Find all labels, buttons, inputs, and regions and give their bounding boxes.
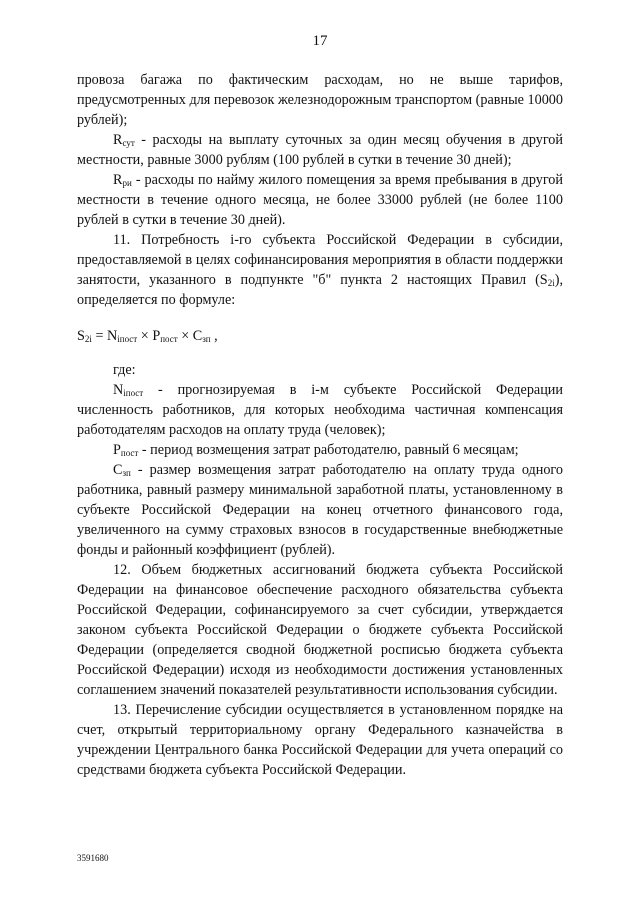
symbol: P xyxy=(113,442,121,458)
document-id: 3591680 xyxy=(77,853,109,863)
symbol: N xyxy=(113,382,124,398)
symbol-subscript: ри xyxy=(122,178,132,188)
definition-text: - размер возмещения затрат работодателю на оплату труда одного работника, равный размеру минимальной заработной платы, установленному в субъекте Российской Федерации на конец отчетного финансового года, увеличенного на сумму страховых взносов в государственные внебюджетные фонды и районный коэффициент (рублей). xyxy=(77,462,563,558)
symbol-subscript: iпост xyxy=(123,388,144,398)
definition-c xyxy=(77,460,563,560)
paragraph-r-ri xyxy=(77,170,563,230)
formula-part: × C xyxy=(177,328,203,344)
paragraph-13: 13. Перечисление субсидии осуществляется в установленном порядке на счет, открытый территориальному органу Федерального казначейства в учреждении Центрального банка Российской Федерации для учета операций со средствами бюджета субъекта Российской Федерации. xyxy=(77,702,563,778)
paragraph-text: ), определяется по формуле: xyxy=(77,272,563,308)
formula-subscript: пост xyxy=(160,334,178,344)
formula-subscript: 2i xyxy=(84,334,92,344)
symbol-subscript: зп xyxy=(122,468,131,478)
document-body xyxy=(77,70,563,780)
definition-n xyxy=(77,380,563,440)
formula-part: × P xyxy=(137,328,161,344)
definition-text: - период возмещения затрат работодателю, равный 6 месяцам; xyxy=(138,442,519,458)
formula-part: , xyxy=(210,328,218,344)
symbol: R xyxy=(113,132,123,148)
formula-part: S xyxy=(77,328,85,344)
symbol: R xyxy=(113,172,123,188)
symbol-subscript: 2i xyxy=(547,278,555,288)
paragraph-11 xyxy=(77,230,563,310)
where-label: где: xyxy=(113,362,136,378)
symbol-subscript: сут xyxy=(122,138,135,148)
formula-subscript: зп xyxy=(202,334,211,344)
definition-text: - прогнозируемая в i-м субъекте Российской Федерации численность работников, для которых необходима частичная компенсация работодателям расходов на оплату труда (человек); xyxy=(77,382,563,438)
paragraph-r-sut xyxy=(77,130,563,170)
paragraph-12: 12. Объем бюджетных ассигнований бюджета субъекта Российской Федерации на финансовое обеспечение расходного обязательства субъекта Российской Федерации, софинансируемого за счет субсидии, утверждается законом субъекта Российской Федерации о бюджете субъекта Российской Федерации (определяется сводной бюджетной росписью бюджета субъекта Российской Федерации) исходя из необходимости достижения установленных соглашением значений показателей результативности использования субсидии. xyxy=(77,562,563,698)
definition-text: - расходы по найму жилого помещения за время пребывания в другой местности в течение одного месяца, не более 33000 рублей (не более 1100 рублей в сутки в течение 30 дней). xyxy=(77,172,563,228)
paragraph-baggage: провоза багажа по фактическим расходам, но не выше тарифов, предусмотренных для перевозок железнодорожным транспортом (равные 10000 рублей); xyxy=(77,72,563,128)
definition-text: - расходы на выплату суточных за один месяц обучения в другой местности, равные 3000 рублям (100 рублей в сутки в течение 30 дней); xyxy=(77,132,563,168)
paragraph-text: 11. Потребность i-го субъекта Российской Федерации в субсидии, предоставляемой в целях софинансирования мероприятия в области поддержки занятости, указанного в подпункте "б" пункта 2 настоящих Правил (S xyxy=(77,232,563,288)
formula xyxy=(77,326,563,346)
symbol: C xyxy=(113,462,123,478)
formula-part: = N xyxy=(91,328,118,344)
page-number: 17 xyxy=(312,33,328,49)
definition-p xyxy=(77,440,563,460)
symbol-subscript: пост xyxy=(120,448,139,458)
formula-subscript: iпост xyxy=(117,334,138,344)
